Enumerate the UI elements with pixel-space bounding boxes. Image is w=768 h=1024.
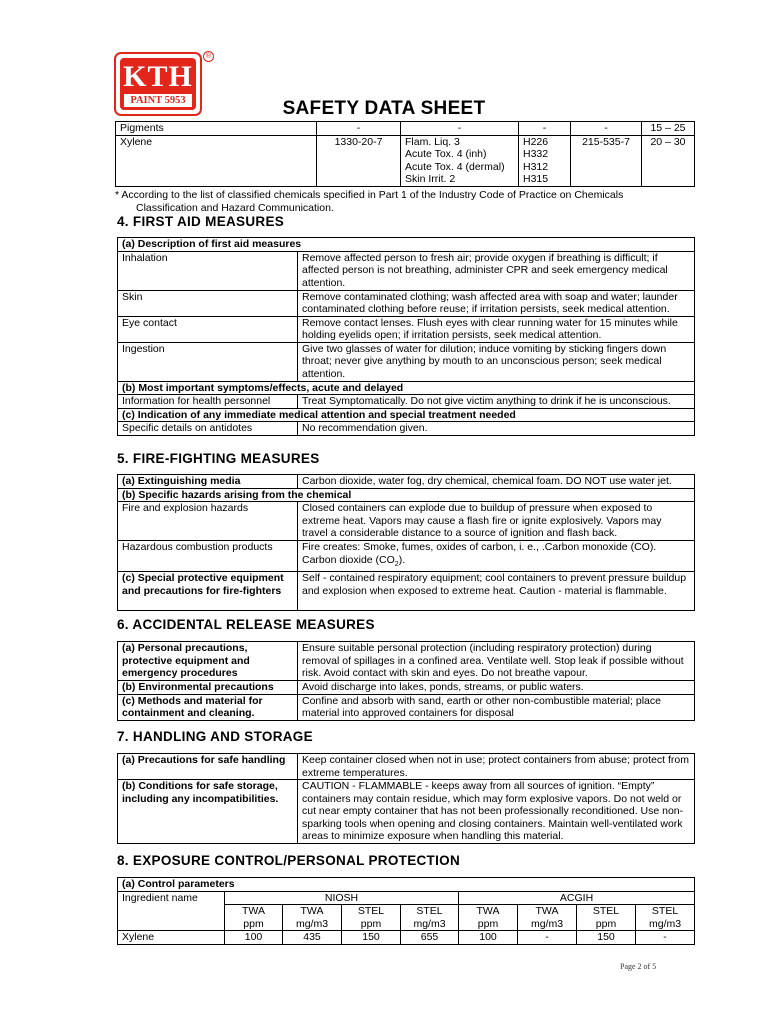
exposure-value: 435 — [283, 931, 342, 945]
ingredient-name: Xylene — [116, 135, 317, 186]
row-text: Ensure suitable personal protection (including respiratory protection) during removal of spillages in a confined area. Ventilate well. Stop leak if possible without risk. Avoid contact with skin and eyes. Do not breathe vapour. — [298, 642, 695, 681]
row-text: Treat Symptomatically. Do not give victim anything to drink if he is unconscious. — [298, 395, 695, 409]
row-text: Keep container closed when not in use; protect containers from abuse; protect from extreme temperatures. — [298, 754, 695, 780]
column-header-line: ppm — [477, 917, 499, 930]
combustion-text: ). — [398, 553, 406, 566]
row-label: (a) Precautions for safe handling — [118, 754, 298, 780]
row-text: Remove affected person to fresh air; provide oxygen if breathing is difficult; if affected person is not breathing, administer CPR and seek emergency medical attention. — [298, 251, 695, 290]
row-text: Remove contaminated clothing; wash affected area with soap and water; launder contaminated clothing before reuse; if irritation persists, seek medical attention. — [298, 290, 695, 316]
percentage: 20 – 30 — [642, 135, 695, 186]
table-row — [116, 122, 695, 136]
ingredient-label: Ingredient name — [118, 891, 225, 905]
subsection-c: (c) Indication of any immediate medical attention and special treatment needed — [118, 408, 695, 422]
column-header-line: ppm — [243, 917, 264, 930]
column-header-line: STEL — [357, 905, 385, 917]
row-label: Inhalation — [118, 251, 298, 290]
column-header-line: mg/m3 — [413, 917, 446, 930]
column-header — [518, 905, 577, 931]
exposure-value: 655 — [401, 931, 459, 945]
section-8-heading: 8. EXPOSURE CONTROL/PERSONAL PROTECTION — [117, 853, 460, 868]
row-label: (b) Environmental precautions — [118, 681, 298, 695]
fire-fighting-table — [117, 474, 695, 611]
row-text: Give two glasses of water for dilution; induce vomiting by sticking fingers down throat; never give anything by mouth to an unconscious person; seek medical attention. — [298, 342, 695, 381]
niosh-header: NIOSH — [225, 891, 459, 905]
column-header-line: mg/m3 — [649, 917, 682, 930]
hazard-code-line: H315 — [523, 173, 549, 185]
exposure-value: 150 — [577, 931, 636, 945]
page-number: Page 2 of 5 — [620, 962, 657, 971]
logo-subtext: PAINT 5953 — [124, 94, 192, 107]
row-text: Carbon dioxide, water fog, dry chemical, chemical foam. DO NOT use water jet. — [298, 475, 695, 489]
table-row — [118, 931, 695, 945]
ec-number: 215-535-7 — [571, 135, 642, 186]
hazard-code-line: H226 — [523, 135, 549, 148]
cas-number: 1330-20-7 — [317, 135, 401, 186]
composition-table — [115, 121, 695, 187]
subsection-a: (a) Description of first aid measures — [118, 238, 695, 252]
row-label: Skin — [118, 290, 298, 316]
section-5-heading: 5. FIRE-FIGHTING MEASURES — [117, 451, 320, 466]
document-title: SAFETY DATA SHEET — [282, 98, 486, 119]
accidental-release-table — [117, 641, 695, 721]
column-header-line: TWA — [476, 905, 500, 917]
row-text: Self - contained respiratory equipment; cool containers to prevent pressure buildup and explosion when exposed to extreme heat. Caution - material is flammable. — [298, 572, 695, 611]
row-text — [298, 541, 695, 572]
ingredient-name: Pigments — [116, 122, 317, 136]
column-header — [342, 905, 401, 931]
classification — [401, 135, 519, 186]
first-aid-table — [117, 237, 695, 436]
row-label: Ingestion — [118, 342, 298, 381]
hazard-code — [519, 135, 571, 186]
subsection-b: (b) Specific hazards arising from the chemical — [118, 488, 695, 502]
row-label: Information for health personnel — [118, 395, 298, 409]
classification-line: Flam. Liq. 3 — [405, 135, 460, 148]
section-7-heading: 7. HANDLING AND STORAGE — [117, 729, 313, 744]
subsection-b: (b) Most important symptoms/effects, acute and delayed — [118, 381, 695, 395]
hazard-code: - — [519, 122, 571, 136]
hazard-code-line: H312 — [523, 160, 549, 173]
exposure-table — [117, 877, 695, 945]
exposure-value: 150 — [342, 931, 401, 945]
row-text: Closed containers can explode due to buildup of pressure when exposed to extreme heat. Vapors may cause a flash fire or ignite explosively. Vapors may travel a considerable distance to a source of ignition and flash back. — [298, 502, 695, 541]
subscript: 2 — [394, 560, 399, 568]
row-text: No recommendation given. — [298, 422, 695, 436]
table-header-row — [118, 905, 695, 931]
row-label: Hazardous combustion products — [118, 541, 298, 572]
registered-mark-icon: ® — [203, 51, 214, 62]
column-header-line: mg/m3 — [295, 917, 329, 930]
column-header — [636, 905, 695, 931]
table-row — [116, 135, 695, 186]
row-label: Fire and explosion hazards — [118, 502, 298, 541]
exposure-value: - — [636, 931, 695, 945]
column-header — [283, 905, 342, 931]
acgih-header: ACGIH — [459, 891, 695, 905]
row-text: Remove contact lenses. Flush eyes with clear running water for 15 minutes while holding eyelids open; if irritation persists, seek medical attention. — [298, 316, 695, 342]
exposure-value: 100 — [225, 931, 283, 945]
ingredient-name: Xylene — [118, 931, 225, 945]
row-label: (c) Methods and material for containment and cleaning. — [118, 694, 298, 720]
row-text: Avoid discharge into lakes, ponds, streams, or public waters. — [298, 681, 695, 695]
row-label: (b) Conditions for safe storage, including any incompatibilities. — [118, 780, 298, 844]
row-text: CAUTION - FLAMMABLE - keeps away from all sources of ignition. “Empty” containers may contain residue, which may form explosive vapors. Do not weld or cut near empty container that has not been professionally reconditioned. Use non-sparking tools when opening and closing containers. Maintain well-ventilated work areas to minimize exposure when handling this material. — [298, 780, 695, 844]
column-header-line: STEL — [416, 905, 443, 917]
column-header-line: TWA — [300, 905, 324, 917]
logo-text: KTH — [123, 60, 193, 93]
column-header-line: ppm — [595, 917, 617, 930]
row-label: Specific details on antidotes — [118, 422, 298, 436]
blank-cell — [118, 905, 225, 931]
row-text: Confine and absorb with sand, earth or other non-combustible material; place material into approved containers for disposal — [298, 694, 695, 720]
column-header-line: ppm — [360, 917, 382, 930]
column-header — [577, 905, 636, 931]
row-label: (a) Extinguishing media — [118, 475, 298, 489]
section-6-heading: 6. ACCIDENTAL RELEASE MEASURES — [117, 617, 375, 632]
combustion-text: Carbon dioxide (CO — [302, 553, 395, 566]
exposure-value: 100 — [459, 931, 518, 945]
percentage: 15 – 25 — [642, 122, 695, 136]
subsection-a: (a) Control parameters — [118, 878, 695, 892]
cas-number: - — [317, 122, 401, 136]
exposure-value: - — [518, 931, 577, 945]
section-4-heading: 4. FIRST AID MEASURES — [117, 214, 285, 229]
column-header-line: STEL — [651, 905, 679, 917]
footnote-line-1: * According to the list of classified chemicals specified in Part 1 of the Industry Code of Practice on Chemicals — [115, 189, 624, 201]
classification-line: Skin Irrit. 2 — [405, 173, 456, 185]
combustion-text: Fire creates: Smoke, fumes, oxides of carbon, i. e., .Carbon monoxide (CO). — [302, 541, 657, 553]
row-label: (c) Special protective equipment and precautions for fire-fighters — [118, 572, 298, 611]
column-header-line: STEL — [592, 905, 620, 917]
column-header — [225, 905, 283, 931]
hazard-code-line: H332 — [523, 148, 549, 160]
handling-storage-table — [117, 753, 695, 844]
footnote-line-2: Classification and Hazard Communication. — [136, 202, 334, 214]
row-label: Eye contact — [118, 316, 298, 342]
column-header-line: TWA — [242, 905, 265, 917]
classification: - — [401, 122, 519, 136]
row-label: (a) Personal precautions, protective equipment and emergency procedures — [118, 642, 298, 681]
column-header — [401, 905, 459, 931]
classification-line: Acute Tox. 4 (dermal) — [405, 160, 505, 173]
column-header-line: mg/m3 — [530, 917, 564, 930]
ec-number: - — [571, 122, 642, 136]
column-header — [459, 905, 518, 931]
classification-line: Acute Tox. 4 (inh) — [405, 148, 487, 160]
column-header-line: TWA — [535, 905, 559, 917]
